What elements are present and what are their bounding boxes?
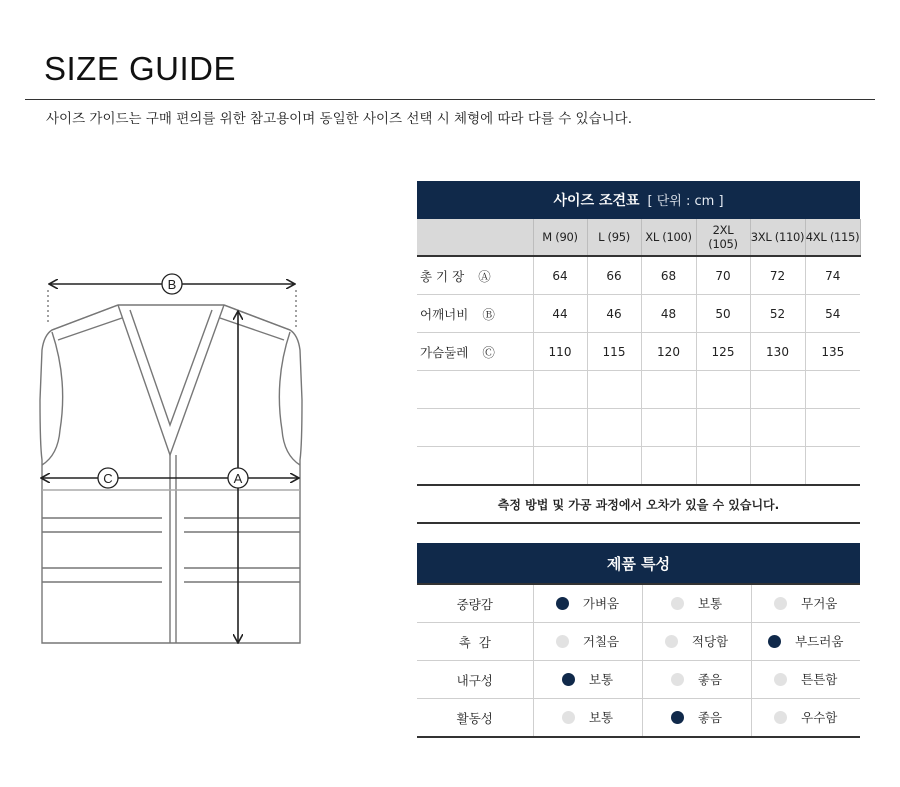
feature-option: 적당함	[642, 623, 751, 661]
table-cell: 130	[750, 333, 805, 371]
measure-b-label: B	[167, 277, 177, 292]
feature-label: 촉 감	[417, 623, 533, 661]
table-row	[417, 333, 860, 371]
measure-key: Ⓐ	[478, 268, 491, 284]
measure-a-label: A	[233, 471, 243, 486]
column-header: XL (100)	[641, 219, 696, 256]
table-row-empty	[417, 447, 860, 486]
feature-option: 거칠음	[533, 623, 642, 661]
vest-outline	[40, 305, 302, 643]
table-cell: 52	[750, 295, 805, 333]
column-header: 2XL (105)	[696, 219, 750, 256]
feature-option: 보통	[533, 699, 642, 738]
table-cell: 120	[641, 333, 696, 371]
feature-option: 부드러움	[751, 623, 860, 661]
size-table-unit: [ 단위 : cm ]	[647, 194, 724, 209]
feature-option: 무거움	[751, 584, 860, 623]
unselected-dot-icon	[774, 597, 787, 610]
unselected-dot-icon	[774, 711, 787, 724]
vest-diagram	[30, 260, 320, 660]
row-label: 총 기 장 Ⓐ	[417, 256, 533, 295]
feature-label: 중량감	[417, 584, 533, 623]
row-label: 어깨너비 Ⓑ	[417, 295, 533, 333]
column-header: L (95)	[587, 219, 641, 256]
table-cell: 46	[587, 295, 641, 333]
feature-row	[417, 699, 860, 738]
unselected-dot-icon	[556, 635, 569, 648]
feature-table-title: 제품 특성	[417, 543, 860, 584]
table-row	[417, 256, 860, 295]
table-cell: 70	[696, 256, 750, 295]
table-cell: 115	[587, 333, 641, 371]
column-header: M (90)	[533, 219, 587, 256]
table-cell: 125	[696, 333, 750, 371]
column-header: 3XL (110)	[750, 219, 805, 256]
feature-option: 우수함	[751, 699, 860, 738]
feature-label: 내구성	[417, 661, 533, 699]
table-row	[417, 295, 860, 333]
table-cell: 135	[805, 333, 860, 371]
feature-option: 튼튼함	[751, 661, 860, 699]
size-chart-table	[417, 181, 861, 486]
feature-option: 가벼움	[533, 584, 642, 623]
feature-row	[417, 661, 860, 699]
measurement-note: 측정 방법 및 가공 과정에서 오차가 있을 수 있습니다.	[417, 488, 860, 524]
title-divider	[25, 99, 875, 100]
table-cell: 50	[696, 295, 750, 333]
column-header-empty	[417, 219, 533, 256]
table-cell: 48	[641, 295, 696, 333]
feature-row	[417, 584, 860, 623]
selected-dot-icon	[671, 711, 684, 724]
unselected-dot-icon	[665, 635, 678, 648]
table-row-empty	[417, 409, 860, 447]
unselected-dot-icon	[671, 597, 684, 610]
feature-option: 보통	[533, 661, 642, 699]
feature-option: 보통	[642, 584, 751, 623]
page-subtitle: 사이즈 가이드는 구매 편의를 위한 참고용이며 동일한 사이즈 선택 시 체형에 따라 다를 수 있습니다.	[46, 111, 633, 127]
unselected-dot-icon	[774, 673, 787, 686]
product-feature-table	[417, 543, 860, 738]
feature-option: 좋음	[642, 661, 751, 699]
measure-c-label: C	[103, 471, 113, 486]
feature-label: 활동성	[417, 699, 533, 738]
size-table-header	[417, 181, 860, 219]
table-cell: 110	[533, 333, 587, 371]
measure-key: Ⓒ	[482, 344, 495, 360]
selected-dot-icon	[556, 597, 569, 610]
measure-key: Ⓑ	[482, 306, 495, 322]
selected-dot-icon	[562, 673, 575, 686]
size-table-title: 사이즈 조견표	[553, 193, 640, 209]
page-title: SIZE GUIDE	[44, 50, 237, 87]
feature-row	[417, 623, 860, 661]
feature-option: 좋음	[642, 699, 751, 738]
table-cell: 64	[533, 256, 587, 295]
table-cell: 68	[641, 256, 696, 295]
table-row-empty	[417, 371, 860, 409]
row-label: 가슴둘레 Ⓒ	[417, 333, 533, 371]
table-cell: 54	[805, 295, 860, 333]
table-cell: 72	[750, 256, 805, 295]
table-cell: 66	[587, 256, 641, 295]
column-header: 4XL (115)	[805, 219, 860, 256]
table-cell: 44	[533, 295, 587, 333]
unselected-dot-icon	[562, 711, 575, 724]
table-cell: 74	[805, 256, 860, 295]
selected-dot-icon	[768, 635, 781, 648]
unselected-dot-icon	[671, 673, 684, 686]
